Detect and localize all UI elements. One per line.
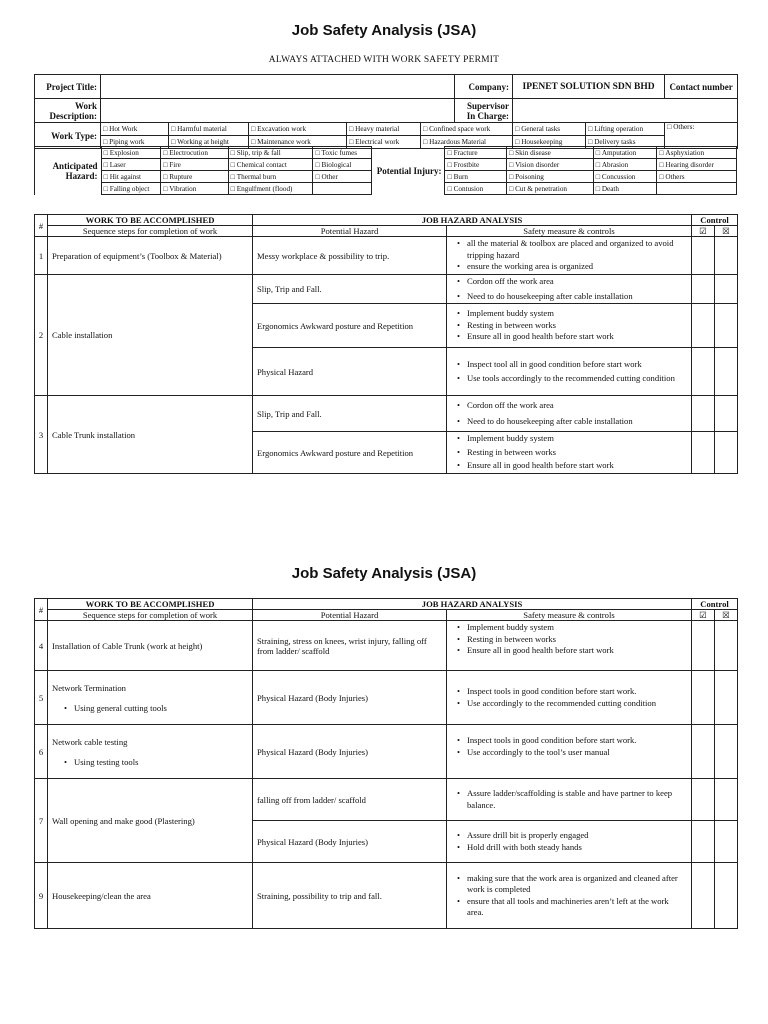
table-row [35,725,738,779]
hazard-option[interactable]: □ Engulfment (flood) [228,183,313,195]
safety-controls [447,237,692,275]
control-item: • Use accordingly to the recommended cutting condition [451,698,687,710]
potential-hazard: Slip, Trip and Fall. [253,275,447,304]
control-item: • Cordon off the work area [451,276,687,288]
control-item: • ensure the working area is organized [451,261,687,273]
hazard-subheader: Potential Hazard [253,610,447,621]
table-row [35,396,738,432]
control-no-cell[interactable] [715,621,738,671]
hazard-injury-form [34,146,737,195]
control-item: • Need to do housekeeping after cable installation [451,416,687,428]
injury-option[interactable]: □ Asphyxiation [657,147,737,159]
jsa-table-page2 [34,598,738,929]
work-step: Installation of Cable Trunk (work at height) [48,621,253,671]
safety-controls [447,348,692,396]
page-title: Job Safety Analysis (JSA) [291,565,477,582]
potential-hazard: Straining, stress on knees, wrist injury, falling off from ladder/ scaffold [253,621,447,671]
control-item: • Inspect tools in good condition before start work. [451,686,687,698]
col-number-header: # [35,215,48,237]
injury-option[interactable]: □ Cut & penetration [506,183,593,195]
jsa-table-page1 [34,214,738,474]
control-no-cell[interactable] [715,671,738,725]
work-header: WORK TO BE ACCOMPLISHED [48,599,253,610]
work-type-option[interactable]: □ General tasks [513,123,586,136]
table-row [35,621,738,671]
row-number: 6 [35,725,48,779]
control-item: • Assure ladder/scaffolding is stable and have partner to keep balance. [451,788,687,811]
hazard-option[interactable]: □ Toxic fumes [313,147,372,159]
potential-hazard: Physical Hazard [253,348,447,396]
hazard-option[interactable]: □ Slip, trip & fall [228,147,313,159]
work-step-bullet: • Using general cutting tools [52,703,248,713]
injury-option[interactable]: □ Fracture [445,147,507,159]
work-subheader: Sequence steps for completion of work [48,610,253,621]
hazard-option[interactable]: □ Other [313,171,372,183]
work-type-option[interactable]: □ Working at height [169,136,249,149]
permit-subtitle: ALWAYS ATTACHED WITH WORK SAFETY PERMIT [268,55,500,65]
table-row [35,671,738,725]
potential-hazard: Slip, Trip and Fall. [253,396,447,432]
safety-controls [447,621,692,671]
hazard-option[interactable]: □ Electrocution [161,147,229,159]
work-step-bullet: • Using testing tools [52,757,248,767]
supervisor-field[interactable] [513,99,738,123]
control-item: • making sure that the work area is organized and cleaned after work is completed [451,873,687,896]
safety-controls [447,671,692,725]
injury-option[interactable]: □ Amputation [593,147,657,159]
work-type-option[interactable]: □ Harmful material [169,123,249,136]
control-item: • Inspect tools in good condition before start work. [451,735,687,747]
jha-header: JOB HAZARD ANALYSIS [253,215,692,226]
injury-option[interactable]: □ Abrasion [593,159,657,171]
injury-option[interactable]: □ Concussion [593,171,657,183]
safety-controls [447,821,692,863]
jha-header: JOB HAZARD ANALYSIS [253,599,692,610]
table-row [35,237,738,275]
control-yes-cell[interactable] [692,275,715,304]
anticipated-hazard-label: Anticipated Hazard: [35,147,102,195]
control-no-cell[interactable] [715,237,738,275]
control-item: • Resting in between works [451,447,687,459]
work-type-option[interactable]: □ Heavy material [347,123,421,136]
control-no-cell[interactable] [715,821,738,863]
col-number-header: # [35,599,48,621]
table-row [35,779,738,821]
table-row [35,275,738,304]
hazard-option[interactable]: □ Vibration [161,183,229,195]
control-yes-cell[interactable] [692,432,715,474]
check-no-icon: ☒ [715,610,738,621]
control-header: Control [692,215,738,226]
control-item: • Ensure all in good health before start work [451,645,687,657]
work-step: Preparation of equipment’s (Toolbox & Material) [48,237,253,275]
contact-number-label: Contact number [665,75,738,99]
check-yes-icon: ☑ [692,610,715,621]
hazard-option[interactable]: □ Chemical contact [228,159,313,171]
control-yes-cell[interactable] [692,304,715,348]
potential-hazard: Ergonomics Awkward posture and Repetition [253,432,447,474]
hazard-subheader: Potential Hazard [253,226,447,237]
work-type-option[interactable]: □ Delivery tasks [586,136,665,149]
work-type-option[interactable]: □ Maintenance work [249,136,347,149]
safety-controls [447,304,692,348]
hazard-option[interactable]: □ Laser [101,159,161,171]
injury-option[interactable]: □ Skin disease [506,147,593,159]
table-row [35,863,738,929]
work-type-option[interactable]: □ Excavation work [249,123,347,136]
control-item: • Implement buddy system [451,308,687,320]
potential-hazard: Physical Hazard (Body Injuries) [253,671,447,725]
row-number: 4 [35,621,48,671]
row-number: 1 [35,237,48,275]
control-item: • Resting in between works [451,320,687,332]
work-type-option[interactable]: □ Housekeeping [513,136,586,149]
project-title-field[interactable] [101,75,455,99]
control-yes-cell[interactable] [692,237,715,275]
work-step [48,671,253,725]
controls-subheader: Safety measure & controls [447,610,692,621]
hazard-option[interactable]: □ Fire [161,159,229,171]
injury-option[interactable]: □ Frostbite [445,159,507,171]
potential-hazard: falling off from ladder/ scaffold [253,779,447,821]
safety-controls [447,863,692,929]
work-type-option[interactable]: □ Piping work [101,136,169,149]
control-yes-cell[interactable] [692,396,715,432]
row-number: 5 [35,671,48,725]
check-no-icon: ☒ [715,226,738,237]
company-value: IPENET SOLUTION SDN BHD [513,75,665,99]
injury-option[interactable]: □ Contusion [445,183,507,195]
control-yes-cell[interactable] [692,725,715,779]
safety-controls [447,779,692,821]
work-description-label: Work Description: [35,99,101,123]
hazard-option[interactable]: □ Rupture [161,171,229,183]
row-number: 2 [35,275,48,396]
work-step-title: Network Termination [52,682,126,693]
work-type-option-others[interactable]: □ Others: [665,123,738,149]
control-no-cell[interactable] [715,304,738,348]
injury-option-empty [657,183,737,195]
control-item: • Need to do housekeeping after cable installation [451,291,687,303]
injury-option[interactable]: □ Hearing disorder [657,159,737,171]
control-yes-cell[interactable] [692,863,715,929]
row-number: 3 [35,396,48,474]
safety-controls [447,432,692,474]
control-yes-cell[interactable] [692,671,715,725]
company-label: Company: [455,75,513,99]
jsa-header-form [34,74,738,149]
control-yes-cell[interactable] [692,348,715,396]
hazard-option[interactable]: □ Thermal burn [228,171,313,183]
injury-option[interactable]: □ Death [593,183,657,195]
injury-option[interactable]: □ Others [657,171,737,183]
work-step [48,725,253,779]
supervisor-label: Supervisor In Charge: [455,99,513,123]
control-no-cell[interactable] [715,348,738,396]
control-item: • Assure drill bit is properly engaged [451,830,687,842]
control-item: • Implement buddy system [451,433,687,445]
potential-hazard: Physical Hazard (Body Injuries) [253,821,447,863]
work-step: Cable installation [48,275,253,396]
potential-hazard: Messy workplace & possibility to trip. [253,237,447,275]
control-item: • Use tools accordingly to the recommended cutting condition [451,373,687,385]
work-step: Wall opening and make good (Plastering) [48,779,253,863]
potential-injury-label: Potential Injury: [371,147,445,195]
check-yes-icon: ☑ [692,226,715,237]
work-type-option[interactable]: □ Electrical work [347,136,421,149]
control-no-cell[interactable] [715,432,738,474]
control-item: • all the material & toolbox are placed and organized to avoid tripping hazard [451,238,687,261]
injury-option[interactable]: □ Vision disorder [506,159,593,171]
control-item: • Inspect tool all in good condition before start work [451,359,687,371]
control-yes-cell[interactable] [692,621,715,671]
control-item: • ensure that all tools and machineries aren’t left at the work area. [451,896,687,919]
hazard-option[interactable]: □ Hit against [101,171,161,183]
control-item: • Ensure all in good health before start work [451,331,687,343]
work-type-option[interactable]: □ Confined space work [421,123,513,136]
potential-hazard: Physical Hazard (Body Injuries) [253,725,447,779]
control-no-cell[interactable] [715,396,738,432]
work-header: WORK TO BE ACCOMPLISHED [48,215,253,226]
safety-controls [447,275,692,304]
control-header: Control [692,599,738,610]
row-number: 7 [35,779,48,863]
control-no-cell[interactable] [715,863,738,929]
potential-hazard: Ergonomics Awkward posture and Repetition [253,304,447,348]
control-item: • Cordon off the work area [451,400,687,412]
injury-option[interactable]: □ Poisoning [506,171,593,183]
work-type-option[interactable]: □ Lifting operation [586,123,665,136]
work-type-option[interactable]: □ Hazardous Material [421,136,513,149]
work-type-label: Work Type: [35,123,101,149]
hazard-option[interactable]: □ Biological [313,159,372,171]
work-description-field[interactable] [101,99,455,123]
project-title-label: Project Title: [35,75,101,99]
safety-controls [447,725,692,779]
control-item: • Use accordingly to the tool’s user manual [451,747,687,759]
control-no-cell[interactable] [715,275,738,304]
work-step: Cable Trunk installation [48,396,253,474]
hazard-option[interactable]: □ Falling object [101,183,161,195]
potential-hazard: Straining, possibility to trip and fall. [253,863,447,929]
control-item: • Ensure all in good health before start work [451,460,687,472]
control-no-cell[interactable] [715,779,738,821]
hazard-option[interactable]: □ Explosion [101,147,161,159]
control-yes-cell[interactable] [692,779,715,821]
control-item: • Hold drill with both steady hands [451,842,687,854]
hazard-option-empty [313,183,372,195]
work-step-title: Network cable testing [52,736,128,747]
row-number: 9 [35,863,48,929]
work-subheader: Sequence steps for completion of work [48,226,253,237]
injury-option[interactable]: □ Burn [445,171,507,183]
controls-subheader: Safety measure & controls [447,226,692,237]
work-step: Housekeeping/clean the area [48,863,253,929]
control-item: • Resting in between works [451,634,687,646]
control-item: • Implement buddy system [451,622,687,634]
page-title: Job Safety Analysis (JSA) [291,22,477,39]
safety-controls [447,396,692,432]
work-type-option[interactable]: □ Hot Work [101,123,169,136]
control-yes-cell[interactable] [692,821,715,863]
control-no-cell[interactable] [715,725,738,779]
